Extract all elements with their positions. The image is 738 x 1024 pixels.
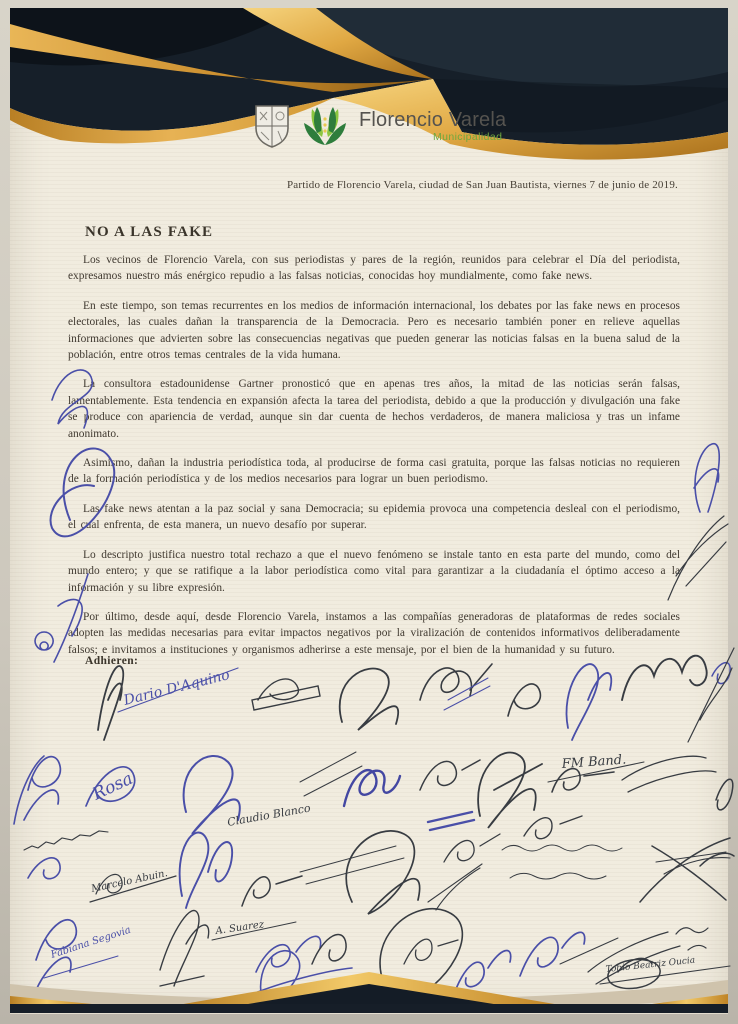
paragraph: En este tiempo, son temas recurrentes en los medios de información internacional, los debates por las fake news en procesos electorales, las cuales dañan la transparencia de la Democracia. Pero es necesario también poner en relieve aquellas informaciones que advierten sobre las consecuencias negativas que pueden generar las noticias falsas en la buena salud de la población, entre otros temas centrales de la vida humana.: [68, 299, 680, 362]
adherents-label: Adhieren:: [85, 655, 139, 667]
paragraph: Por último, desde aquí, desde Florencio Varela, instamos a las compañías generadoras de plataformas de redes sociales adopten las medidas necesarias para evitar impactos negativos por la viralización de contenidos informativos deliberadamente falsos; e invitamos a instituciones y organismos adherirse a este mensaje, por el bien de la humanidad y su futuro.: [68, 610, 680, 656]
org-subtitle: Municipalidad: [432, 130, 503, 143]
paragraph: Las fake news atentan a la paz social y sana Democracia; su epidemia provoca una competencia desleal con el periodismo, el cual enfrenta, de esta manera, un nuevo desafío por superar.: [68, 502, 680, 532]
signature-name: Tobio Beatriz Oucia: [605, 955, 696, 975]
org-name: Florencio Varela: [359, 108, 507, 131]
signature-scribble-group-left-margin: [14, 370, 114, 824]
signature-scribble-group-row3: [24, 816, 734, 914]
paragraph: La consultora estadounidense Gartner pronosticó que en apenas tres años, la mitad de las noticias serán falsas, lamentablemente. Esta tendencia en expansión afecta la tarea del periodista, debido a que la producción y divulgación una fake se produce con apariencia de verdad, aunque sin dar cuenta de hechos verdaderos, de manera maliciosa y tras un infame anonimato.: [68, 378, 680, 440]
signature-scribble-group-row1: [98, 648, 734, 742]
signature-name: Claudio Blanco: [226, 801, 312, 829]
signature-name: Dario D'Aquino: [122, 667, 232, 709]
paragraph: Lo descripto justifica nuestro total rechazo a que el nuevo fenómeno se instale tanto en esta parte del mundo, como del mundo entero; y que se ratifique a la labor periodística como vital para garantizar a la ciudadanía el óptimo acceso a la información y su libre expresión.: [68, 548, 680, 594]
signature-scribble-group-right-margin: [668, 444, 728, 600]
signature-name: Rosa: [89, 768, 137, 805]
signature-name: Fabiana Segovia: [49, 924, 133, 961]
document-title: NO A LAS FAKE: [85, 224, 214, 240]
paragraph: Los vecinos de Florencio Varela, con sus periodistas y pares de la región, reunidos para celebrar el Día del periodista, expresamos nuestro más enérgico repudio a las falsas noticias, conocidas hoy mundialmente, como fake news.: [68, 254, 680, 283]
signature-name: Marcelo Abuin.: [90, 868, 169, 895]
signature-name: FM Band.: [561, 752, 627, 772]
paragraph: Asimismo, dañan la industria periodística toda, al producirse de forma casi gratuita, porque las falsas noticias no requieren de la formación periodística y de los medios necesarios para lograr un buen periodismo.: [68, 457, 680, 486]
dateline: Partido de Florencio Varela, ciudad de San Juan Bautista, viernes 7 de junio de 2019.: [286, 179, 678, 191]
footer-banner: [0, 954, 738, 1016]
signature-name: A. Suarez: [214, 919, 265, 937]
